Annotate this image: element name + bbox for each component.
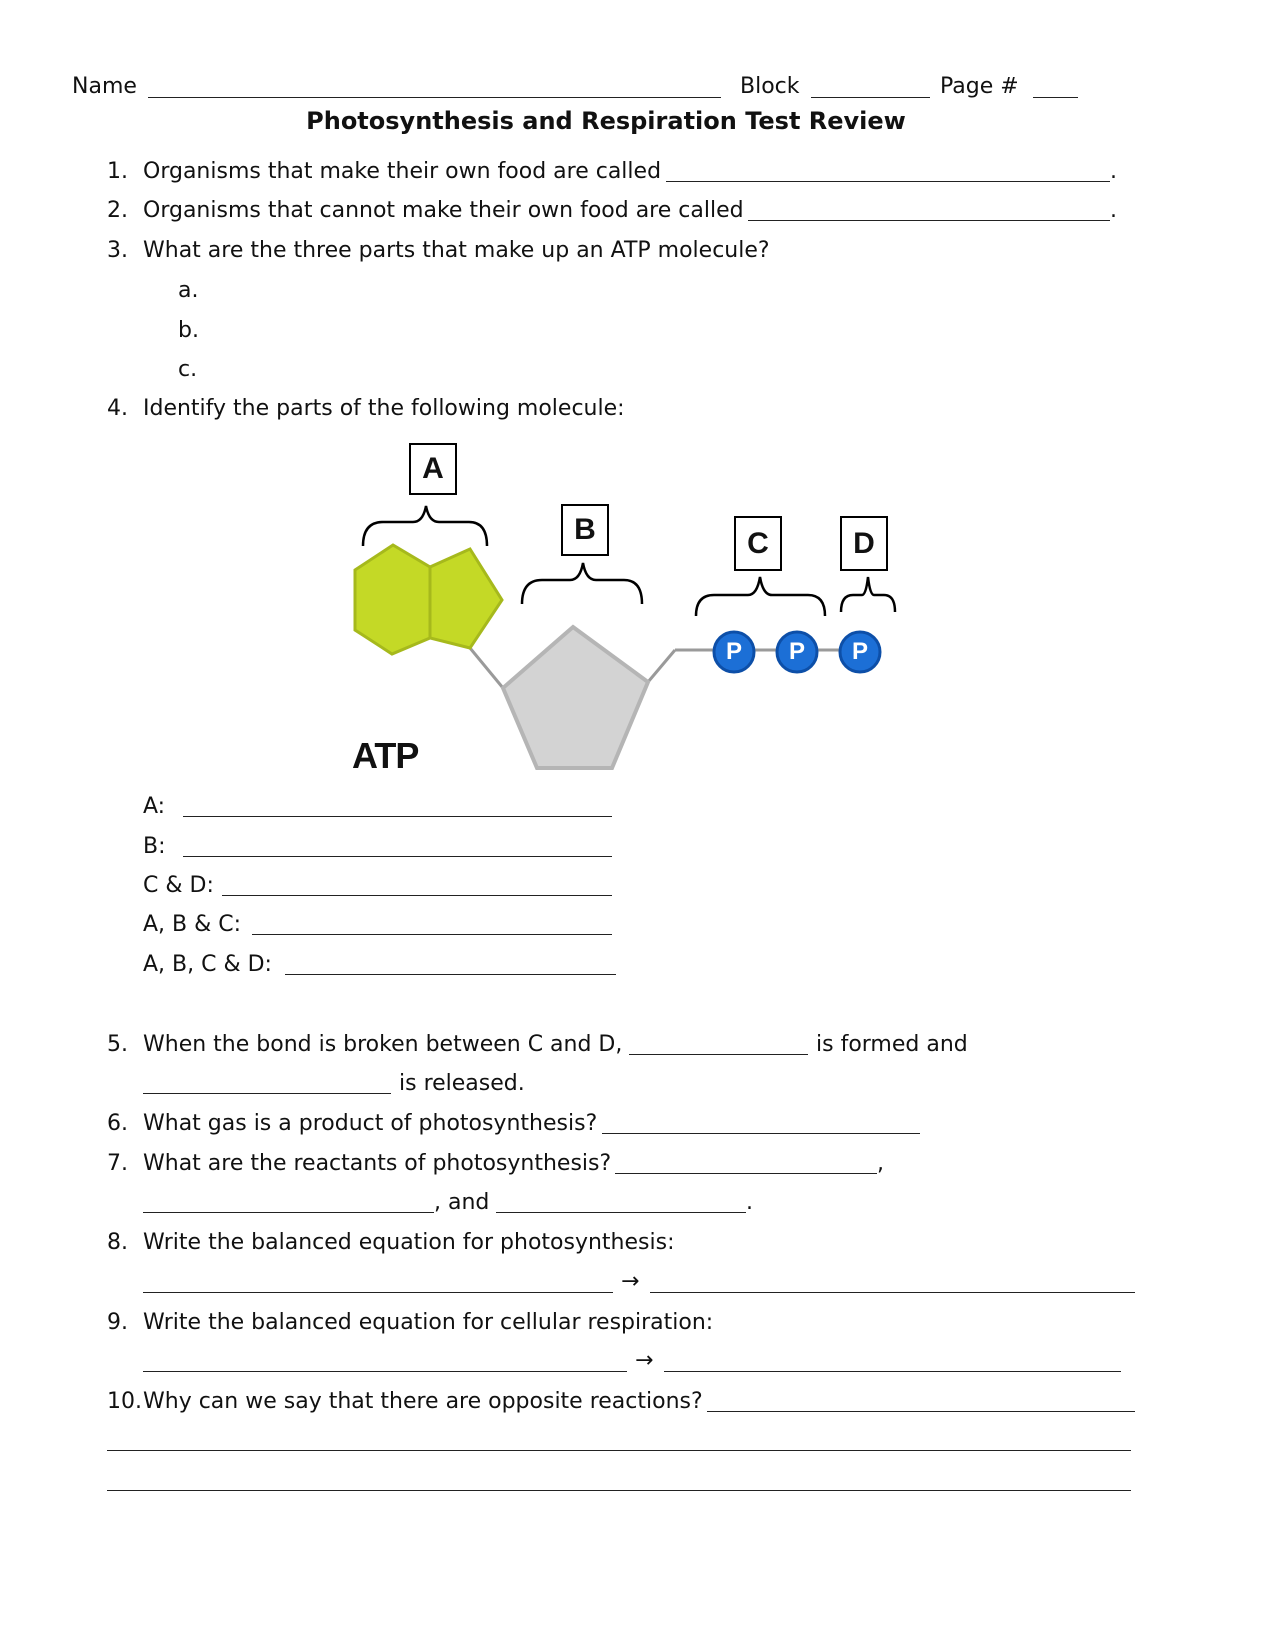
brace-a [363,506,487,546]
answer-blank[interactable] [707,1411,1135,1412]
answer-blank[interactable] [183,816,612,817]
question-text-continued: is formed and [816,1032,968,1057]
answer-blank[interactable] [285,974,616,975]
brace-d [841,577,895,612]
brace-b [522,563,642,604]
page-title: Photosynthesis and Respiration Test Review [306,107,906,135]
phosphate-label: P [788,638,805,665]
phosphate-label: P [725,638,742,665]
answer-blank[interactable] [222,895,612,896]
answer-label-abc: A, B & C: [143,912,242,937]
question-number: 10. [107,1389,142,1414]
question-number: 1. [107,159,128,184]
sub-item-b: b. [178,318,199,343]
phosphate-label: P [851,638,868,665]
page-number-label: Page # [940,74,1019,99]
answer-label-abcd: A, B, C & D: [143,952,272,977]
answer-blank[interactable] [183,856,612,857]
atp-diagram [0,0,1275,800]
question-number: 9. [107,1310,128,1335]
question-text: Write the balanced equation for cellular respiration: [143,1310,714,1335]
products-blank[interactable] [664,1371,1121,1372]
block-label: Block [740,74,800,99]
answer-label-b: B: [143,834,166,859]
answer-blank[interactable] [143,1212,434,1213]
question-number: 7. [107,1151,128,1176]
question-text: Organisms that make their own food are called [143,159,662,184]
period: . [1110,159,1117,184]
and-text: , and [434,1190,490,1215]
question-number: 3. [107,238,128,263]
question-number: 4. [107,396,128,421]
label-box-d: D [840,516,888,571]
answer-line[interactable] [107,1490,1131,1491]
question-text: Identify the parts of the following molecule: [143,396,625,421]
question-number: 6. [107,1111,128,1136]
answer-label-a: A: [143,794,166,819]
period: . [1110,198,1117,223]
label-box-c: C [734,516,782,571]
answer-line[interactable] [107,1450,1131,1451]
answer-blank[interactable] [252,934,612,935]
question-text: When the bond is broken between C and D, [143,1032,623,1057]
answer-blank[interactable] [496,1212,746,1213]
brace-c [696,577,825,616]
question-text: Organisms that cannot make their own food are called [143,198,744,223]
ribose-sugar-shape [503,627,648,768]
question-number: 5. [107,1032,128,1057]
question-text: Why can we say that there are opposite reactions? [143,1389,703,1414]
answer-blank[interactable] [143,1093,391,1094]
bond-line [648,650,675,682]
comma: , [877,1151,884,1176]
products-blank[interactable] [650,1292,1135,1293]
name-label: Name [72,74,137,99]
adenine-base-shape [355,545,502,654]
reactants-blank[interactable] [143,1371,627,1372]
label-box-a: A [409,443,457,495]
question-text: What are the reactants of photosynthesis? [143,1151,612,1176]
question-number: 8. [107,1230,128,1255]
bond-line [470,648,503,688]
sub-item-a: a. [178,278,199,303]
reactants-blank[interactable] [143,1292,613,1293]
atp-caption: ATP [352,735,419,776]
arrow-icon: → [621,1269,640,1294]
question-number: 2. [107,198,128,223]
answer-blank[interactable] [615,1173,877,1174]
answer-label-cd: C & D: [143,873,214,898]
label-box-b: B [561,504,609,556]
answer-blank[interactable] [629,1054,808,1055]
question-text: What gas is a product of photosynthesis? [143,1111,598,1136]
question-text-end: is released. [399,1071,525,1096]
question-text: Write the balanced equation for photosynthesis: [143,1230,675,1255]
sub-item-c: c. [178,357,198,382]
question-text: What are the three parts that make up an ATP molecule? [143,238,770,263]
arrow-icon: → [635,1348,654,1373]
answer-blank[interactable] [602,1133,920,1134]
period: . [746,1190,753,1215]
